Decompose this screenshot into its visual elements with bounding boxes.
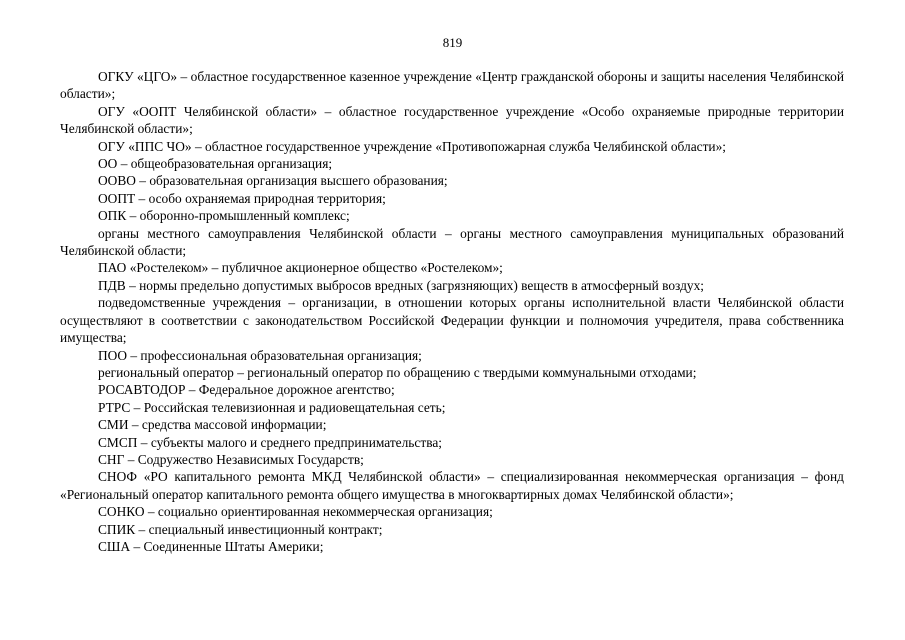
abbreviation-entry: ОГКУ «ЦГО» – областное государственное казенное учреждение «Центр гражданской обороны и защиты населения Челябинской области»; [60,69,844,102]
abbreviation-entry: США – Соединенные Штаты Америки; [98,538,324,554]
abbreviation-entry: СНОФ «РО капитального ремонта МКД Челябинской области» – специализированная некоммерческая организация – фонд «Региональный оператор капитального ремонта общего имущества в многоквартирных домах Челябинской области»; [60,469,844,502]
abbreviation-list [60,68,844,555]
abbreviation-entry: ОГУ «ППС ЧО» – областное государственное учреждение «Противопожарная служба Челябинской области»; [98,138,727,154]
abbreviation-entry: СНГ – Содружество Независимых Государств; [98,451,364,467]
abbreviation-entry: СПИК – специальный инвестиционный контракт; [98,521,383,537]
abbreviation-entry: региональный оператор – региональный оператор по обращению с твердыми коммунальными отходами; [98,364,697,380]
abbreviation-entry: РТРС – Российская телевизионная и радиовещательная сеть; [98,399,446,415]
abbreviation-entry: СОНКО – социально ориентированная некоммерческая организация; [98,504,493,520]
abbreviation-entry: органы местного самоуправления Челябинской области – органы местного самоуправления муниципальных образований Челябинской области; [60,225,844,259]
abbreviation-entry: РОСАВТОДОР – Федеральное дорожное агентство; [98,382,395,398]
abbreviation-entry: ПДВ – нормы предельно допустимых выбросов вредных (загрязняющих) веществ в атмосферный воздух; [98,277,704,293]
abbreviation-entry: ОГУ «ООПТ Челябинской области» – областное государственное учреждение «Особо охраняемые природные территории Челябинской области»; [60,103,844,137]
abbreviation-entry: СМСП – субъекты малого и среднего предпринимательства; [98,434,443,450]
abbreviation-entry: ОО – общеобразовательная организация; [98,156,333,172]
abbreviation-entry: ОПК – оборонно-промышленный комплекс; [98,208,350,224]
abbreviation-entry: подведомственные учреждения – организации, в отношении которых органы исполнительной власти Челябинской области осуществляют в соответствии с законодательством Российской Федерации функции и полномочия учредителя, права собственника имущества; [60,295,844,346]
abbreviation-entry: ООПТ – особо охраняемая природная территория; [98,190,386,206]
abbreviation-entry: СМИ – средства массовой информации; [98,417,327,433]
abbreviation-entry: ПАО «Ростелеком» – публичное акционерное общество «Ростелеком»; [98,260,503,276]
abbreviation-entry: ПОО – профессиональная образовательная организация; [98,347,422,363]
abbreviation-entry: ООВО – образовательная организация высшего образования; [98,173,448,189]
page-number: 819 [442,35,463,50]
